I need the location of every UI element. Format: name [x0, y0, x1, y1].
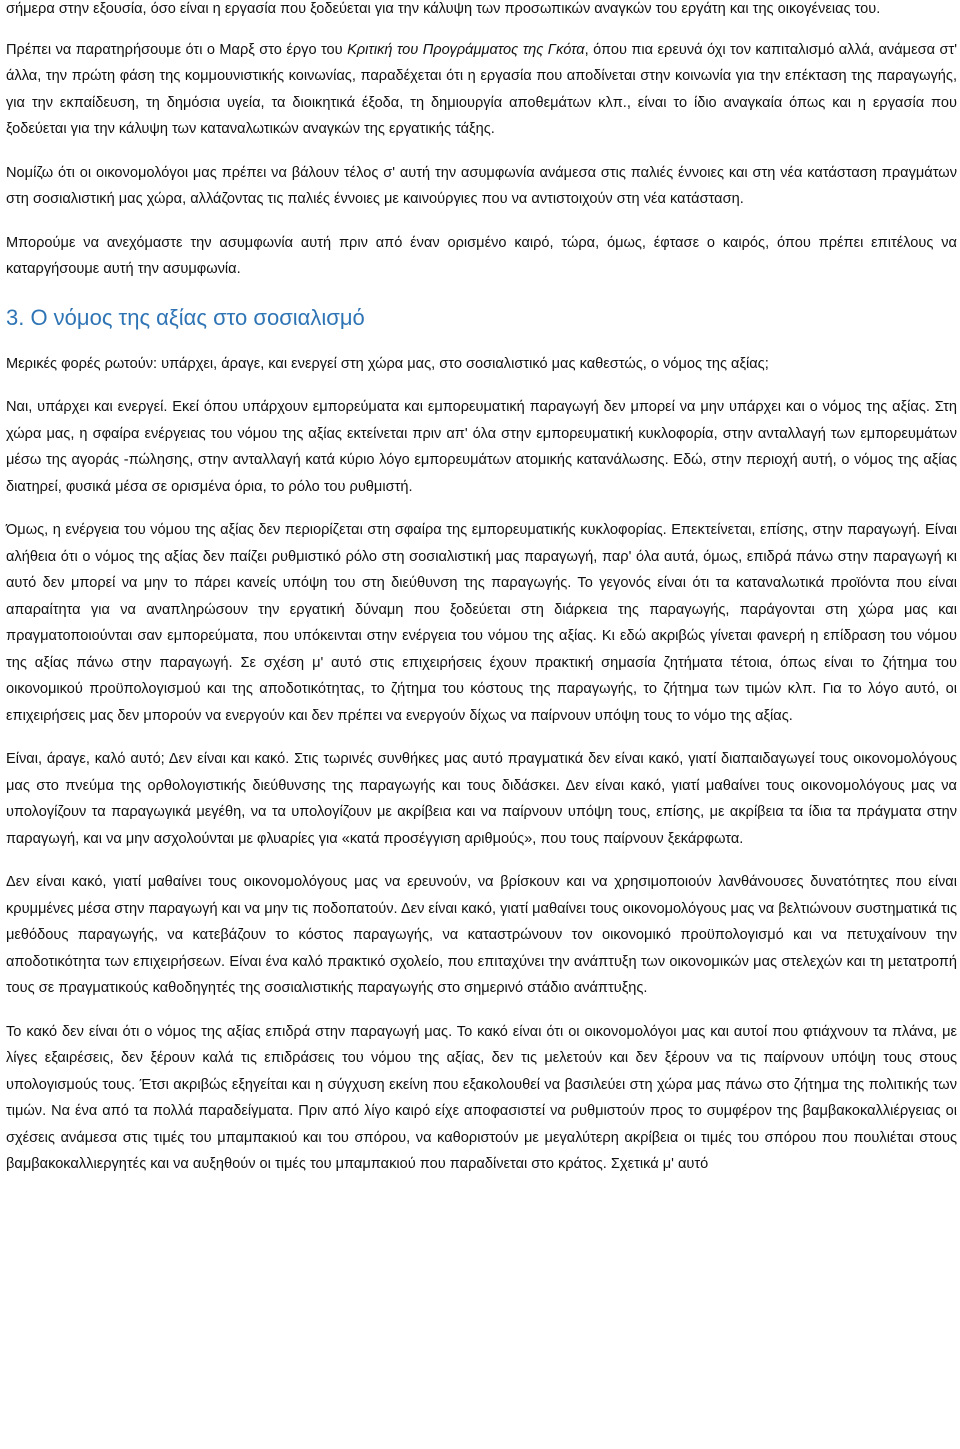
- section-heading: 3. Ο νόμος της αξίας στο σοσιαλισμό: [6, 304, 365, 330]
- paragraph-the-bad: Το κακό δεν είναι ότι ο νόμος της αξίας επιδρά στην παραγωγή μας. Το κακό είναι ότι οι οικονομολόγοι μας και αυτοί που φτιάχνουν τα πλάνα, με λίγες εξαιρέσεις, δεν ξέρουν καλά τις επιδράσεις του νόμου της αξίας, δεν τις μελετούν και δεν ξέρουν να τις παίρνουν υπόψη τους στους υπολογισμούς τους. Έτσι ακριβώς εξηγείται και η σύγχυση εκείνη που εξακολουθεί να βασιλεύει στη χώρα μας πάνω στο ζήτημα της πολιτικής των τιμών. Να ένα από τα πολλά παραδείγματα. Πριν από λίγο καιρό είχε αποφασιστεί να ρυθμιστούν προς το συμφέρον της βαμβακοκαλλιέργειας οι σχέσεις ανάμεσα στις τιμές του μπαμπακιού και του σπόρου, να καθοριστούν με μεγαλύτερη ακρίβεια οι τιμές του σπόρου που πουλιέται στους βαμβακοκαλλιεργητές και να αυξηθούν οι τιμές του μπαμπακιού που παραδίνεται στο κράτος. Σχετικά μ' αυτό: [6, 1023, 957, 1172]
- paragraph-marx-gotha: [6, 37, 957, 143]
- paragraph-discrepancy: Μπορούμε να ανεχόμαστε την ασυμφωνία αυτή πριν από έναν ορισμένο καιρό, τώρα, όμως, έφτασε ο καιρός, όπου πρέπει επιτέλους να καταργήσουμε αυτή την ασυμφωνία.: [6, 234, 957, 277]
- paragraph-text: Πρέπει να παρατηρήσουμε ότι ο Μαρξ στο έργο του: [6, 41, 348, 58]
- paragraph-is-it-good: Είναι, άραγε, καλό αυτό; Δεν είναι και κακό. Στις τωρινές συνθήκες μας αυτό πραγματικά δεν είναι κακό, γιατί διαπαιδαγωγεί τους οικονομολόγους μας στο πνεύμα της ορθολογιστικής διεύθυνσης της παραγωγής και τους διδάσκει. Δεν είναι κακό, γιατί μαθαίνει τους οικονομολόγους μας να υπολογίζουν τα παραγωγικά μεγέθη, να τα υπολογίζουν με ακρίβεια και να παίρνουν υπόψη τους, επίσης, με ακρίβεια τα ίδια τα πράγματα στην παραγωγή, και να μην ασχολούνται με φλυαρίες για «κατά προσέγγιση αριθμούς», που τους παίρνουν ξεκάρφωτα.: [6, 751, 957, 847]
- paragraph-economists: Νομίζω ότι οι οικονομολόγοι μας πρέπει να βάλουν τέλος σ' αυτή την ασυμφωνία ανάμεσα στις παλιές έννοιες και στη νέα κατάσταση πραγμάτων στη σοσιαλιστική μας χώρα, αλλάζοντας τις παλιές έννοιες με καινούργιες που να αντιστοιχούν στη νέα κατάσταση.: [6, 164, 957, 207]
- paragraph-question: Μερικές φορές ρωτούν: υπάρχει, άραγε, και ενεργεί στη χώρα μας, στο σοσιαλιστικό μας καθεστώς, ο νόμος της αξίας;: [6, 355, 769, 372]
- paragraph-text: , όπου πια ερευνά όχι τον καπιταλισμό αλλά, ανάμεσα στ' άλλα, την πρώτη φάση της κομμουνιστικής κοινωνίας, παραδέχεται ότι η εργασία που αποδίνεται στην κοινωνία για την επέκταση της παραγωγής, για την εκπαίδευση, τη δημόσια υγεία, τα διοικητικά έξοδα, τη δημιουργία αποθεμάτων κλπ., είναι το ίδιο αναγκαία όπως και η εργασία που ξοδεύεται για την κάλυψη των καταναλωτικών αναγκών της εργατικής τάξης.: [6, 41, 957, 137]
- paragraph-continuation: σήμερα στην εξουσία, όσο είναι η εργασία που ξοδεύεται για την κάλυψη των προσωπικών αναγκών του εργάτη και της οικογένειας του.: [6, 1, 881, 17]
- book-title: Κριτική του Προγράμματος της Γκότα: [347, 41, 585, 58]
- document-page: [6, 0, 957, 1195]
- paragraph-not-bad: Δεν είναι κακό, γιατί μαθαίνει τους οικονομολόγους μας να ερευνούν, να βρίσκουν και να χρησιμοποιούν λανθάνουσες δυνατότητες που είναι κρυμμένες μέσα στην παραγωγή και να μην τις ποδοπατούν. Δεν είναι κακό, γιατί μαθαίνει τους οικονομολόγους μας να βελτιώνουν συστηματικά τις μεθόδους παραγωγής, να κατεβάζουν το κόστος παραγωγής, να καταστρώνουν τον οικονομικό προϋπολογισμό και να πετυχαίνουν την αποδοτικότητα των επιχειρήσεων. Είναι ένα καλό πρακτικό σχολείο, που επιταχύνει την ανάπτυξη των οικονομικών μας στελεχών και τη μετατροπή τους σε πραγματικούς καθοδηγητές της σοσιαλιστικής παραγωγής στο σημερινό στάδιο ανάπτυξης.: [6, 874, 958, 996]
- paragraph-answer: Ναι, υπάρχει και ενεργεί. Εκεί όπου υπάρχουν εμπορεύματα και εμπορευματική παραγωγή δεν μπορεί να μην υπάρχει και ο νόμος της αξίας. Στη χώρα μας, η σφαίρα ενέργειας του νόμου της αξίας εκτείνεται πριν απ' όλα στην εμπορευματική κυκλοφορία, στην ανταλλαγή των εμπορευμάτων μέσω της αγοράς -πώλησης, στην ανταλλαγή κατά κύριο λόγο εμπορευμάτων ατομικής κατανάλωσης. Εδώ, στην περιοχή αυτή, ο νόμος της αξίας διατηρεί, φυσικά μέσα σε ορισμένα όρια, το ρόλο του ρυθμιστή.: [6, 399, 957, 495]
- paragraph-production: Όμως, η ενέργεια του νόμου της αξίας δεν περιορίζεται στη σφαίρα της εμπορευματικής κυκλοφορίας. Επεκτείνεται, επίσης, στην παραγωγή. Είναι αλήθεια ότι ο νόμος της αξίας δεν παίζει ρυθμιστικό ρόλο στη σοσιαλιστική μας παραγωγή, παρ' όλα αυτά, όμως, επιδρά πάνω στην παραγωγή κι αυτό δεν μπορεί να μην το πάρει κανείς υπόψη του στη διεύθυνση της παραγωγής. Το γεγονός είναι ότι τα καταναλωτικά προϊόντα που είναι απαραίτητα για να αναπληρώσουν την εργατική δύναμη που ξοδεύεται στη διάρκεια της παραγωγής, παράγονται στη χώρα μας και πραγματοποιούνται σαν εμπορεύματα, που υπόκεινται στην ενέργεια του νόμου της αξίας. Κι εδώ ακριβώς γίνεται φανερή η επίδραση του νόμου της αξίας πάνω στην παραγωγή. Σε σχέση μ' αυτό στις επιχειρήσεις έχουν πρακτική σημασία ζητήματα τέτοια, όπως είναι το ζήτημα του οικονομικού προϋπολογισμού και της αποδοτικότητας, το ζήτημα του κόστους της παραγωγής, το ζήτημα των τιμών κλπ. Για το λόγο αυτό, οι επιχειρήσεις μας δεν μπορούν να ενεργούν και δεν πρέπει να ενεργούν δίχως να παίρνουν υπόψη τους το νόμο της αξίας.: [6, 522, 957, 724]
